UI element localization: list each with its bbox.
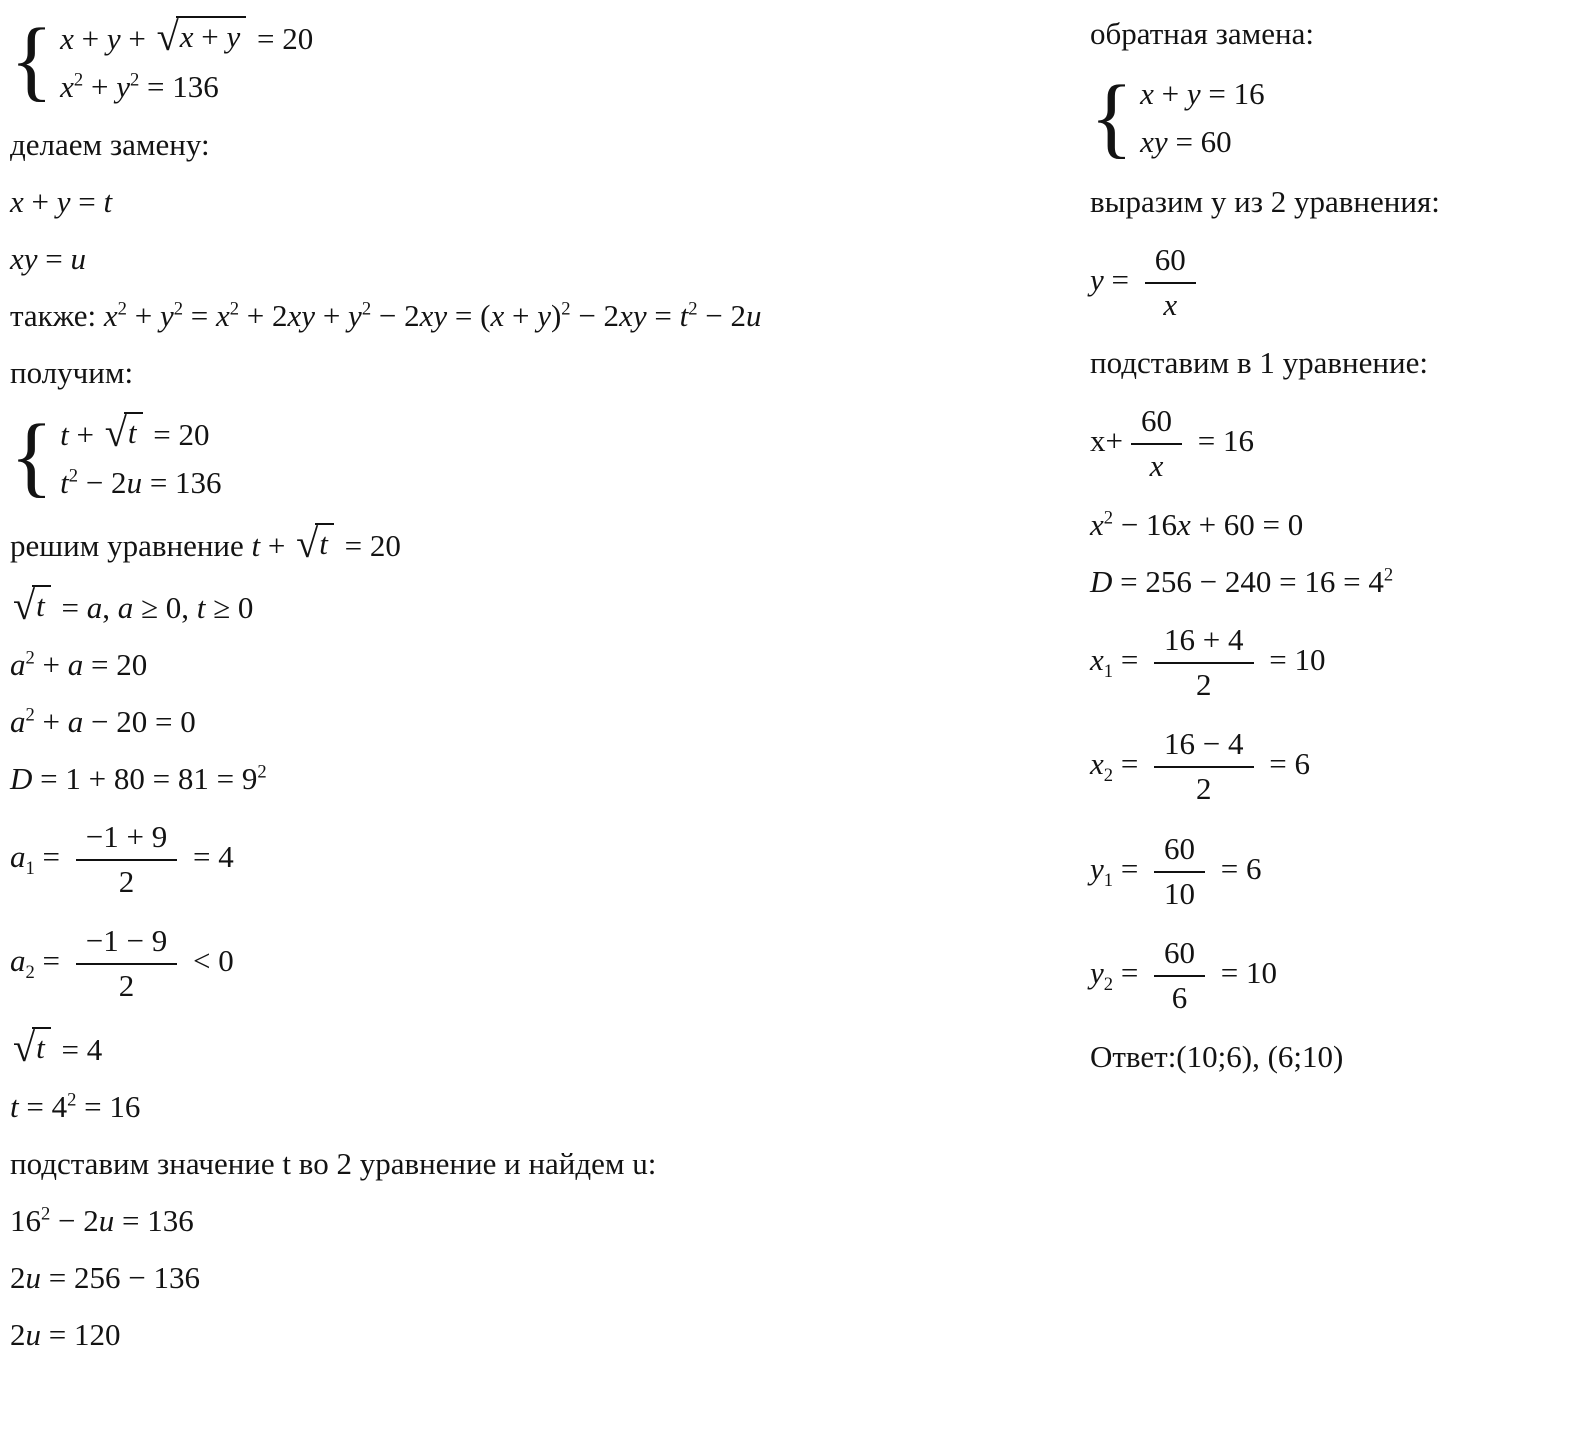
math-fragment: + a − 20 = 0 [34,703,196,739]
math-fragment: −1 + 9 [85,818,168,854]
text-fragment: подставим в 1 уравнение: [1090,345,1428,381]
text-fragment: получим: [10,354,134,390]
math-fragment: 16 [10,1202,41,1238]
math-line [10,1146,1090,1182]
superscript: 2 [229,298,240,320]
denominator [1153,284,1187,325]
system-rows [60,16,313,105]
math-line [10,1024,1090,1070]
subscript: 2 [25,962,35,984]
math-line [10,922,1090,1006]
math-fragment: x [1090,641,1104,677]
text-fragment: выразим y из 2 уравнения: [1090,183,1440,219]
math-line [10,1317,1090,1353]
math-fragment: x [1149,448,1164,484]
fraction [1154,725,1253,809]
subscript: 1 [1103,869,1114,891]
math-fragment: a [10,943,26,979]
system-row [60,410,210,456]
math-fragment: 60 [1154,241,1186,277]
denominator [1186,768,1222,809]
math-line [1090,184,1564,220]
math-fragment: xy = 60 [1140,123,1232,159]
math-fragment: = [34,943,68,979]
denominator [1162,977,1198,1018]
denominator [1186,664,1222,705]
subscript: 2 [1103,974,1114,996]
system-row [1140,124,1232,160]
equation-system [10,406,222,506]
math-line [1090,402,1564,486]
superscript: 2 [561,298,571,320]
math-line [10,355,1090,391]
math-fragment: xy = u [10,240,87,276]
math-line [10,704,1090,740]
math-line [1090,345,1564,381]
numerator [1154,934,1205,977]
sqrt-expression [104,410,143,456]
math-fragment: = 20 [145,417,210,453]
superscript: 2 [688,298,698,320]
radical-sign: √ [156,14,179,60]
superscript: 2 [117,298,127,320]
superscript: 2 [129,70,140,92]
math-fragment: 2 [1196,666,1212,702]
math-fragment: = 16 [1189,423,1254,459]
text-fragment: также: [10,297,104,333]
numerator [76,922,177,965]
math-fragment: 60 [1164,935,1196,971]
math-line [10,818,1090,902]
math-fragment: x + y = t [10,183,113,219]
numerator [1154,725,1253,768]
math-fragment: = 6 [1261,746,1311,782]
math-fragment: = a, a ≥ 0, t ≥ 0 [53,589,254,625]
radical-sign: √ [13,582,36,628]
math-fragment: − 2u [697,297,762,333]
system-row [60,14,314,60]
math-fragment: x + y + [60,21,154,57]
numerator [1154,621,1253,664]
math-fragment: 16 − 4 [1164,726,1244,762]
math-fragment: −1 − 9 [85,923,168,959]
math-fragment: − 2u = 136 [78,465,222,501]
superscript: 2 [73,70,84,92]
sqrt-expression [13,582,51,628]
fraction [1154,621,1253,705]
math-fragment: t + [251,527,294,563]
subscript: 1 [1103,660,1114,682]
math-fragment: a [10,646,26,682]
superscript: 2 [68,466,79,488]
math-fragment: = 6 [1213,850,1262,886]
math-fragment: t [60,465,69,501]
system-rows [60,412,221,501]
fraction [1154,934,1205,1018]
superscript: 2 [25,647,35,669]
math-line [10,406,1090,506]
radicand [176,16,247,56]
text-fragment: подставим значение t во 2 уравнение и найдем u: [10,1145,657,1181]
math-fragment: 6 [1171,980,1188,1016]
numerator [1145,241,1196,284]
math-fragment: = [1113,746,1147,782]
denominator [109,861,145,902]
math-fragment: t [127,415,137,451]
math-fragment: t [36,1029,45,1065]
math-line [1090,621,1564,705]
math-line [10,1260,1090,1296]
math-fragment: t [36,587,45,623]
math-fragment: x + y [179,19,241,55]
math-line [1090,1039,1564,1075]
math-fragment: 10 [1164,875,1196,911]
superscript: 2 [173,298,183,320]
system-rows [1140,76,1265,160]
equation-system [10,11,314,110]
sqrt-expression [296,520,334,566]
math-line [1090,725,1564,809]
math-fragment: x [1163,286,1178,322]
fraction [1145,241,1196,325]
math-fragment: = [1113,641,1147,677]
math-fragment: y [1090,955,1104,991]
math-line [10,761,1090,797]
math-fragment: y = [1090,261,1137,297]
radical-sign: √ [296,520,319,566]
text-fragment: x+ [1090,423,1123,459]
math-fragment: y [1090,850,1104,886]
math-fragment: = 4 [185,838,234,874]
math-line [10,11,1090,110]
math-fragment: x [60,69,74,105]
sqrt-expression [156,14,247,60]
math-line [10,298,1090,334]
system-row [60,69,219,105]
math-line [10,184,1090,220]
sqrt-expression [13,1024,51,1070]
text-fragment: делаем замену: [10,126,210,162]
radical-sign: √ [104,410,127,456]
system-row [1140,76,1265,112]
math-line [10,647,1090,683]
superscript: 2 [1103,507,1114,529]
math-fragment: − 2u = 136 [50,1202,194,1238]
math-fragment: t [319,525,328,561]
math-fragment: x [103,297,118,333]
math-line [1090,507,1564,543]
math-fragment: D = 1 + 80 = 81 = 9 [10,760,258,796]
superscript: 2 [41,1203,51,1225]
math-fragment: 2u = 120 [10,1316,121,1352]
radical-sign: √ [13,1024,36,1070]
denominator [1154,873,1205,914]
math-fragment: = 10 [1213,955,1278,991]
math-line [10,1089,1090,1125]
text-fragment: обратная замена: [1090,16,1314,51]
math-fragment: a [10,838,26,874]
superscript: 2 [257,761,267,783]
math-line [1090,564,1564,600]
math-fragment: a [10,703,26,739]
math-fragment: = [1113,850,1147,886]
math-fragment: 60 [1164,830,1196,866]
math-fragment: = [1113,955,1147,991]
superscript: 2 [67,1089,77,1111]
math-line [1090,830,1564,914]
superscript: 2 [25,704,35,726]
right-column [1090,16,1584,1075]
math-fragment: D = 256 − 240 = 16 = 4 [1090,563,1384,599]
math-line [10,241,1090,277]
math-fragment: t = 4 [10,1088,68,1124]
math-line [1090,934,1564,1018]
math-fragment: + 2xy + y [239,297,362,333]
math-fragment: = 136 [139,69,219,105]
text-fragment: Ответ:(10;6), (6;10) [1090,1038,1344,1074]
math-line [10,1203,1090,1239]
math-fragment: − 2xy = (x + y) [371,297,562,333]
math-fragment: 16 + 4 [1164,621,1244,657]
numerator [76,818,177,861]
math-line [10,582,1090,628]
system-row [60,465,221,501]
fraction [76,818,177,902]
math-fragment: = [34,838,68,874]
math-fragment: + a = 20 [34,646,148,682]
math-fragment: = x [183,297,230,333]
subscript: 1 [25,857,35,879]
equation-system [1090,68,1265,167]
math-fragment: < 0 [185,943,234,979]
math-fragment: + y [83,69,130,105]
numerator [1154,830,1205,873]
math-fragment: x + y = 16 [1140,75,1265,111]
superscript: 2 [361,298,372,320]
math-fragment: = 10 [1261,641,1326,677]
math-line [1090,241,1564,325]
system-brace-icon: { [10,11,54,110]
math-fragment: 2u = 256 − 136 [10,1259,200,1295]
numerator [1131,402,1182,445]
left-column [10,11,1090,1353]
superscript: 2 [1383,564,1394,586]
fraction [76,922,177,1006]
system-brace-icon: { [10,406,54,506]
math-fragment: − 16x + 60 = 0 [1113,506,1304,542]
math-fragment: 2 [118,863,135,899]
math-fragment: 2 [118,968,135,1004]
math-fragment: = 20 [336,527,401,563]
math-fragment: = 20 [249,21,314,57]
math-fragment: − 2xy = t [570,297,689,333]
math-line [10,127,1090,163]
subscript: 2 [1103,765,1114,787]
math-fragment: = 4 [53,1031,103,1067]
text-fragment: решим уравнение [10,527,252,563]
math-fragment: 60 [1140,403,1172,439]
math-fragment: + y [126,297,174,333]
fraction [1131,402,1182,486]
denominator [109,965,145,1006]
math-fragment: x [1090,506,1104,542]
system-brace-icon: { [1090,68,1134,167]
math-line [10,520,1090,566]
math-fragment: 2 [1196,771,1212,807]
math-fragment: x [1090,746,1104,782]
math-line [1090,16,1564,52]
math-fragment: t + [60,417,102,453]
fraction [1154,830,1205,914]
math-line [1090,68,1564,167]
math-fragment: = 16 [76,1088,141,1124]
denominator [1140,445,1174,486]
